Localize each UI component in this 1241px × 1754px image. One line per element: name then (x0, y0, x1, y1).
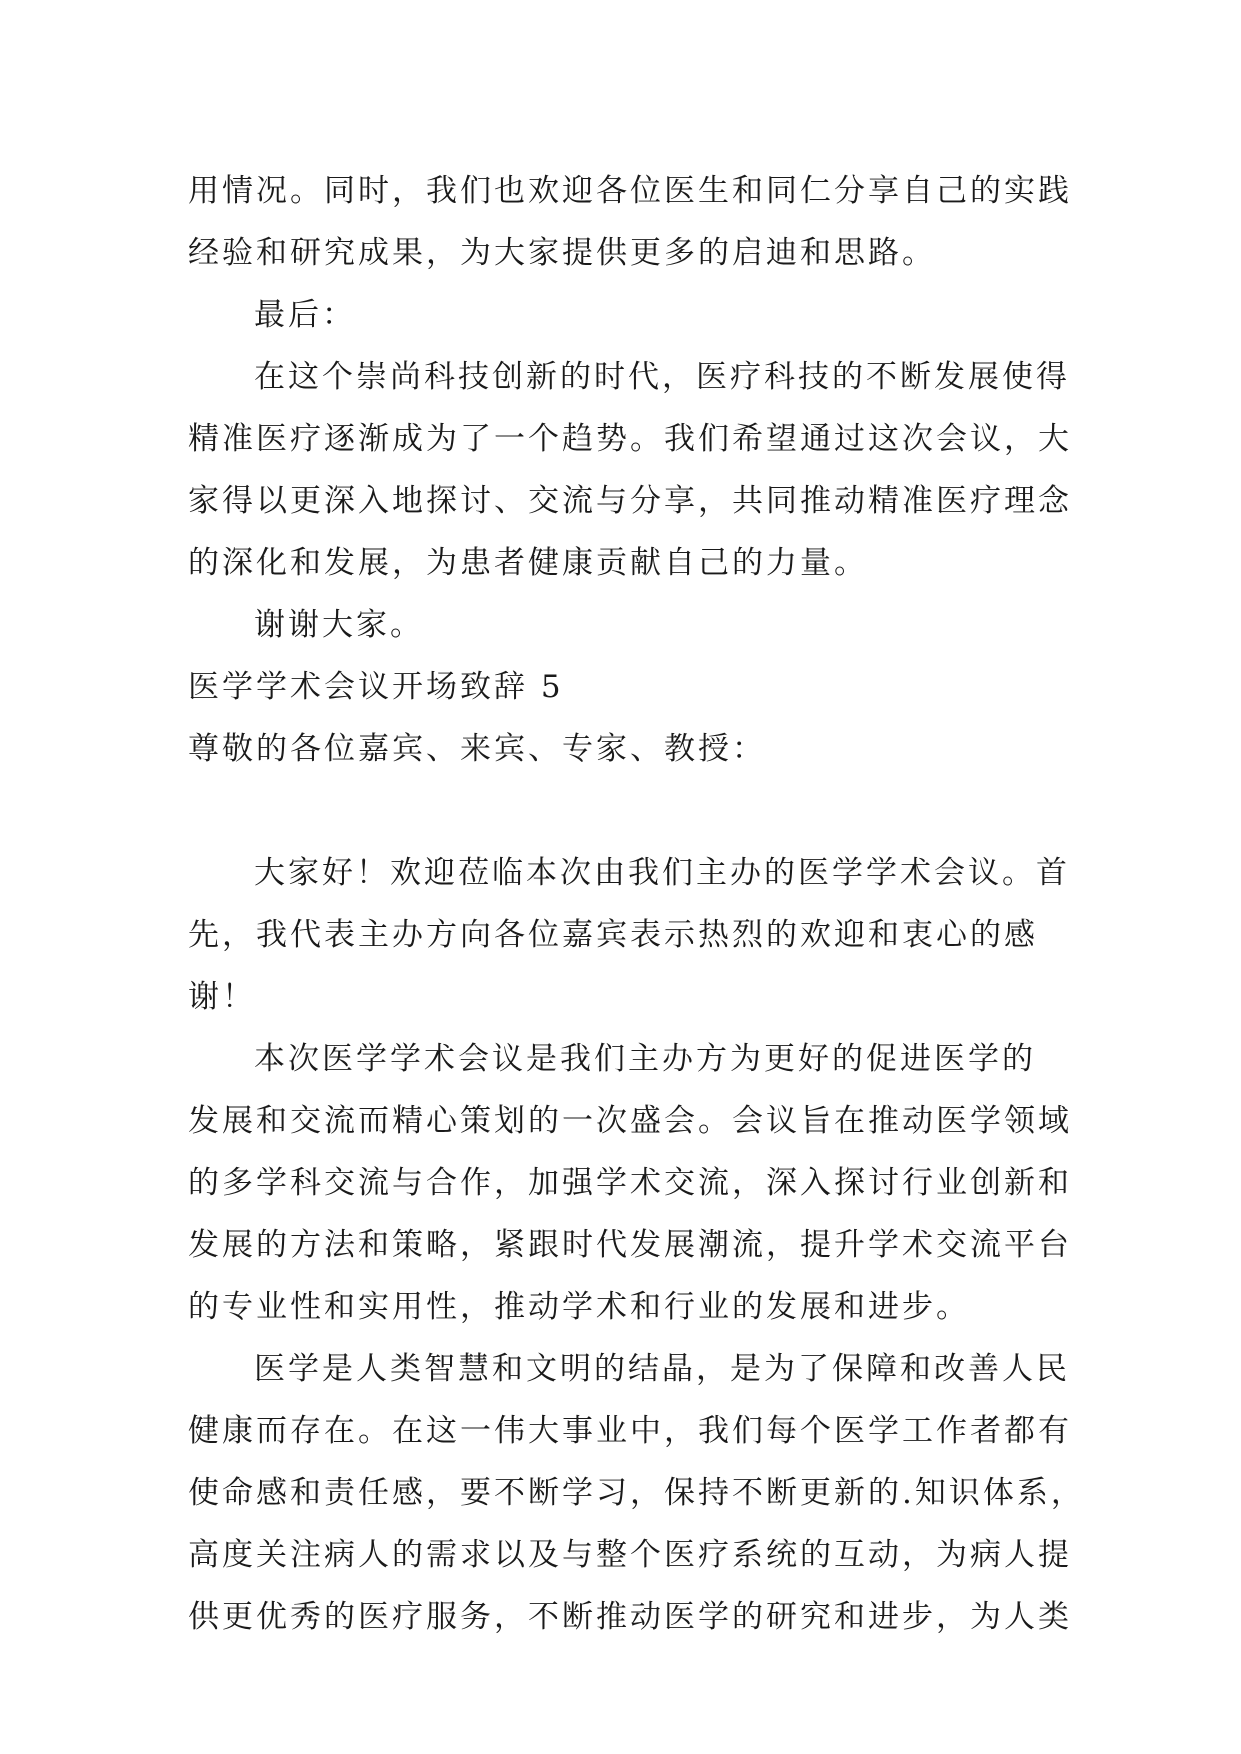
paragraph (188, 594, 1058, 656)
text-line: 用情况。同时，我们也欢迎各位医生和同仁分享自己的实践 (188, 173, 1072, 209)
section-title (188, 656, 1058, 718)
text-line: 本次医学学术会议是我们主办方为更好的促进医学的 (254, 1041, 1036, 1077)
text-line: 健康而存在。在这一伟大事业中，我们每个医学工作者都有 (188, 1413, 1072, 1449)
paragraph (188, 284, 1058, 346)
document-page (188, 160, 1085, 1648)
text-line: 的深化和发展，为患者健康贡献自己的力量。 (188, 545, 868, 581)
paragraph (188, 842, 1070, 1028)
text-line: 的多学科交流与合作，加强学术交流，深入探讨行业创新和 (188, 1165, 1072, 1201)
paragraph (188, 1028, 1072, 1338)
blank-line (188, 780, 1058, 842)
paragraph (188, 346, 1072, 594)
paragraph (188, 160, 1072, 284)
text-line: 尊敬的各位嘉宾、来宾、专家、教授： (188, 731, 766, 767)
paragraph (188, 1338, 1085, 1648)
text-line: 最后： (254, 297, 356, 333)
text-line: 家得以更深入地探讨、交流与分享，共同推动精准医疗理念 (188, 483, 1072, 519)
text-line: 在这个崇尚科技创新的时代，医疗科技的不断发展使得 (254, 359, 1070, 395)
text-line: 经验和研究成果，为大家提供更多的启迪和思路。 (188, 235, 936, 271)
text-line: 发展和交流而精心策划的一次盛会。会议旨在推动医学领域 (188, 1103, 1072, 1139)
text-line: 高度关注病人的需求以及与整个医疗系统的互动，为病人提 (188, 1537, 1072, 1573)
text-line: 谢谢大家。 (254, 607, 424, 643)
text-line: 医学学术会议开场致辞 5 (188, 669, 564, 705)
text-line: 供更优秀的医疗服务，不断推动医学的研究和进步，为人类 (188, 1599, 1072, 1635)
text-line: 谢！ (188, 979, 256, 1015)
text-line: 医学是人类智慧和文明的结晶，是为了保障和改善人民 (254, 1351, 1070, 1387)
salutation (188, 718, 1058, 780)
text-line: 大家好！欢迎莅临本次由我们主办的医学学术会议。首 (254, 855, 1070, 891)
text-line: 使命感和责任感，要不断学习，保持不断更新的.知识体系， (188, 1475, 1085, 1511)
text-line: 精准医疗逐渐成为了一个趋势。我们希望通过这次会议，大 (188, 421, 1072, 457)
text-line: 发展的方法和策略，紧跟时代发展潮流，提升学术交流平台 (188, 1227, 1072, 1263)
text-line: 的专业性和实用性，推动学术和行业的发展和进步。 (188, 1289, 970, 1325)
text-line: 先，我代表主办方向各位嘉宾表示热烈的欢迎和衷心的感 (188, 917, 1038, 953)
